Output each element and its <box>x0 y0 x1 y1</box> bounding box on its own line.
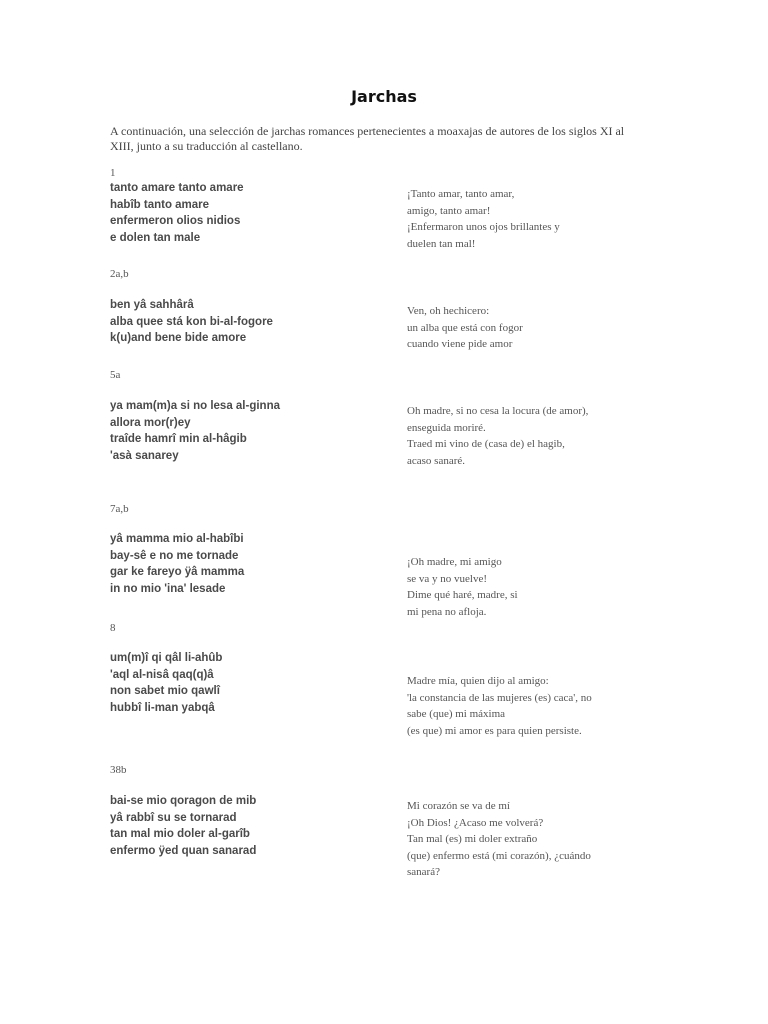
jarcha-original <box>110 398 390 465</box>
translation-line: un alba que está con fogor <box>407 321 523 334</box>
translation-line: Mi corazón se va de mí <box>407 800 510 812</box>
translation-line: ¡Tanto amar, tanto amar, <box>407 188 515 200</box>
original-line: k(u)and bene bide amore <box>110 332 247 345</box>
translation-line: se va y no vuelve! <box>407 572 488 585</box>
jarcha-number: 8 <box>110 622 116 634</box>
original-line: ya mam(m)a si no lesa al-ginna <box>110 400 281 412</box>
original-line: non sabet mio qawlî <box>110 685 220 698</box>
original-line: tan mal mio doler al-garîb <box>110 828 250 841</box>
original-line: ben yâ sahhârâ <box>110 299 194 311</box>
translation-line: enseguida moriré. <box>407 421 486 434</box>
translation-line: (que) enfermo está (mi corazón), ¿cuándo <box>407 849 591 862</box>
original-line: allora mor(r)ey <box>110 416 191 429</box>
jarcha-number: 1 <box>110 167 116 179</box>
original-line: e dolen tan male <box>110 232 201 245</box>
jarcha-translation <box>407 403 707 469</box>
translation-line: acaso sanaré. <box>407 454 466 467</box>
translation-line: Madre mía, quien dijo al amigo: <box>407 675 549 687</box>
translation-line: (es que) mi amor es para quien persiste. <box>407 724 582 737</box>
translation-line: duelen tan mal! <box>407 237 476 250</box>
jarcha-translation <box>407 673 707 739</box>
jarcha-translation <box>407 798 707 881</box>
original-line: enfermeron olios nidios <box>110 215 241 228</box>
original-line: bay-sê e no me tornade <box>110 549 239 562</box>
translation-line: cuando viene pide amor <box>407 338 513 350</box>
translation-line: ¡Oh madre, mi amigo <box>407 556 502 568</box>
jarcha-number: 2a,b <box>110 268 129 280</box>
translation-line: mi pena no afloja. <box>407 605 487 618</box>
jarcha-original <box>110 180 390 247</box>
original-line: bai-se mio qoragon de mib <box>110 795 257 807</box>
original-line: yâ mamma mio al-habîbi <box>110 533 244 545</box>
original-line: alba quee stá kon bi-al-fogore <box>110 315 273 328</box>
jarcha-original <box>110 793 390 860</box>
jarcha-original <box>110 531 390 598</box>
original-line: um(m)î qi qâl li-ahûb <box>110 652 223 664</box>
translation-line: Oh madre, si no cesa la locura (de amor), <box>407 405 589 417</box>
original-line: 'asà sanarey <box>110 450 179 463</box>
translation-line: Tan mal (es) mi doler extraño <box>407 833 538 845</box>
translation-line: Ven, oh hechicero: <box>407 305 490 317</box>
jarcha-original <box>110 297 390 347</box>
jarcha-original <box>110 650 390 717</box>
original-line: traîde hamrî min al-hâgib <box>110 433 247 446</box>
intro-paragraph: A continuación, una selección de jarchas romances pertenecientes a moaxajas de autores de los siglos XI al XIII, junto a su traducción al castellano. <box>110 124 625 153</box>
translation-line: amigo, tanto amar! <box>407 204 491 217</box>
page-title: Jarchas <box>351 87 417 106</box>
jarcha-number: 38b <box>110 764 127 776</box>
translation-line: Traed mi vino de (casa de) el hagib, <box>407 438 565 450</box>
original-line: tanto amare tanto amare <box>110 182 244 194</box>
original-line: enfermo ÿed quan sanarad <box>110 845 257 858</box>
translation-line: 'la constancia de las mujeres (es) caca', no <box>407 691 592 704</box>
original-line: gar ke fareyo ÿâ mamma <box>110 566 245 579</box>
original-line: 'aql al-nisâ qaq(q)â <box>110 668 214 681</box>
original-line: yâ rabbî su se tornarad <box>110 811 237 824</box>
translation-line: sanará? <box>407 866 440 878</box>
jarcha-translation <box>407 554 707 620</box>
jarcha-number: 7a,b <box>110 503 129 515</box>
jarcha-translation <box>407 186 707 252</box>
translation-line: sabe (que) mi máxima <box>407 708 506 720</box>
original-line: habîb tanto amare <box>110 198 210 211</box>
translation-line: ¡Oh Dios! ¿Acaso me volverá? <box>407 816 544 829</box>
original-line: hubbî li-man yabqâ <box>110 702 215 715</box>
jarcha-number: 5a <box>110 369 121 381</box>
translation-line: ¡Enfermaron unos ojos brillantes y <box>407 221 560 233</box>
translation-line: Dime qué haré, madre, si <box>407 589 518 601</box>
jarcha-translation <box>407 303 707 353</box>
original-line: in no mio 'ina' lesade <box>110 583 226 596</box>
